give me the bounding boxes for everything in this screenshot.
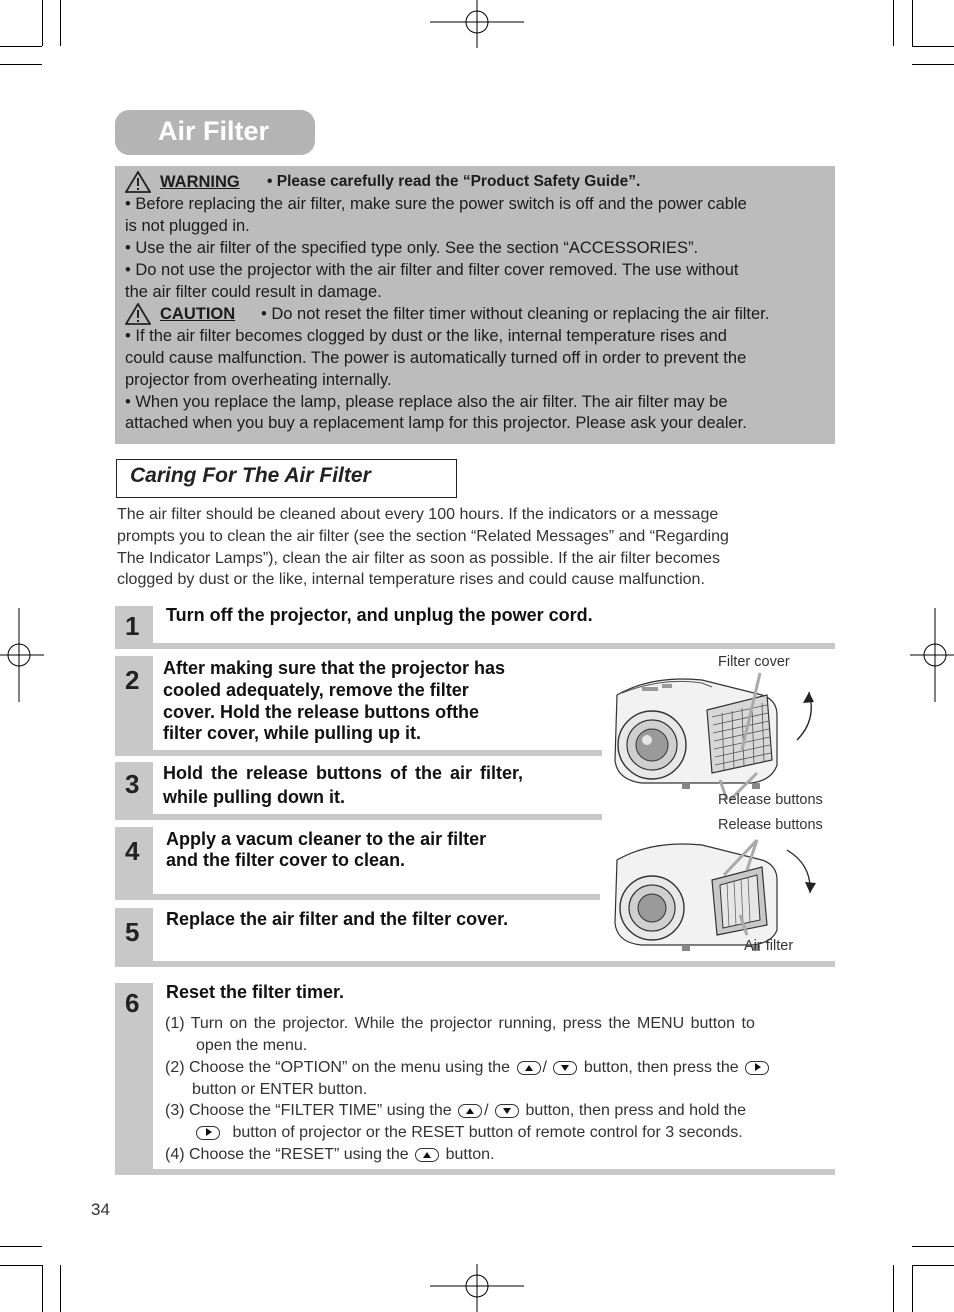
- warning-line: the air filter could result in damage.: [125, 283, 382, 301]
- step-3-text: Hold the release buttons of the air filter,: [163, 763, 524, 783]
- step-6-item-1-cont: open the menu.: [196, 1037, 308, 1054]
- step-6-item-4-text: button.: [445, 1146, 495, 1163]
- crop-mark: [912, 64, 954, 65]
- page-number: 34: [91, 1200, 110, 1219]
- crop-mark: [912, 0, 913, 46]
- crop-mark: [0, 1246, 42, 1247]
- step-6-item-2-text: (2) Choose the “OPTION” on the menu using the: [165, 1059, 511, 1076]
- step-2-text: cooled adequately, remove the filter: [163, 680, 469, 700]
- step-5-text: Replace the air filter and the filter cover.: [166, 909, 509, 929]
- crop-mark: [912, 46, 954, 47]
- filter-cover-label: Filter cover: [718, 654, 790, 670]
- up-button-icon: [415, 1148, 439, 1162]
- crop-mark: [42, 1265, 43, 1312]
- down-button-icon: [495, 1104, 519, 1118]
- step-6-number-block: [115, 983, 153, 1175]
- step-divider: [115, 814, 602, 820]
- caution-heading: • Do not reset the filter timer without cleaning or replacing the air filter.: [261, 305, 770, 323]
- right-button-icon: [196, 1126, 220, 1140]
- intro-line: The Indicator Lamps”), clean the air filter as soon as possible. If the air filter becomes: [117, 550, 720, 567]
- step-6-item-3-cont: [194, 1122, 743, 1144]
- up-button-icon: [458, 1104, 482, 1118]
- step-6-item-2: [165, 1057, 771, 1079]
- step-4-text: and the filter cover to clean.: [166, 850, 406, 870]
- crop-mark: [0, 64, 42, 65]
- step-6-item-2-cont: button or ENTER button.: [192, 1081, 368, 1098]
- step-3-text: while pulling down it.: [163, 787, 345, 807]
- step-6-item-4-text: (4) Choose the “RESET” using the: [165, 1146, 409, 1163]
- step-number: 5: [125, 917, 140, 947]
- step-number: 6: [125, 988, 140, 1018]
- warning-box: [115, 166, 835, 444]
- page-title-banner: [115, 110, 315, 155]
- crop-mark: [60, 1265, 61, 1312]
- step-divider: [115, 961, 835, 967]
- step-4-text: Apply a vacum cleaner to the air filter: [166, 829, 487, 849]
- intro-line: clogged by dust or the like, internal temperature rises and could cause malfunction.: [117, 571, 705, 588]
- intro-line: prompts you to clean the air filter (see the section “Related Messages” and “Regarding: [117, 528, 729, 545]
- crop-mark: [893, 0, 894, 46]
- crop-mark: [0, 46, 42, 47]
- release-buttons-label: Release buttons: [718, 817, 823, 833]
- registration-mark-right: [910, 608, 954, 702]
- air-filter-label: Air filter: [744, 938, 794, 954]
- caution-line: projector from overheating internally.: [125, 371, 392, 389]
- warning-icon: [125, 171, 151, 193]
- caution-line: • When you replace the lamp, please replace also the air filter. The air filter may be: [125, 393, 728, 411]
- release-buttons-label: Release buttons: [718, 792, 823, 808]
- section-title: Caring For The Air Filter: [130, 464, 371, 487]
- page-title: Air Filter: [158, 116, 270, 146]
- warning-line: is not plugged in.: [125, 217, 250, 235]
- section-header: [116, 459, 457, 498]
- step-2-text: cover. Hold the release buttons ofthe: [163, 702, 480, 722]
- warning-heading: • Please carefully read the “Product Safety Guide”.: [267, 173, 641, 190]
- step-divider: [115, 1169, 835, 1175]
- step-5-number-block: [115, 908, 153, 967]
- step-divider: [115, 894, 600, 900]
- step-2-text: After making sure that the projector has: [163, 658, 506, 678]
- caution-line: could cause malfunction. The power is automatically turned off in order to prevent the: [125, 349, 747, 367]
- step-1-text: Turn off the projector, and unplug the power cord.: [166, 605, 593, 625]
- right-button-icon: [745, 1061, 769, 1075]
- step-4-number-block: [115, 827, 153, 900]
- registration-mark-left: [0, 608, 44, 702]
- warning-line: • Use the air filter of the specified type only. See the section “ACCESSORIES”.: [125, 239, 699, 257]
- warning-label: WARNING: [160, 173, 240, 191]
- crop-mark: [912, 1246, 954, 1247]
- step-number: 3: [125, 769, 140, 799]
- crop-mark: [893, 1265, 894, 1312]
- step-3-number-block: [115, 762, 153, 819]
- crop-mark: [42, 0, 43, 46]
- step-6-item-3-text: button, then press and hold the: [525, 1102, 747, 1119]
- caution-line: attached when you buy a replacement lamp for this projector. Please ask your dealer.: [125, 414, 747, 432]
- step-6-item-3: [165, 1100, 746, 1122]
- down-button-icon: [553, 1061, 577, 1075]
- step-2-text: filter cover, while pulling up it.: [163, 723, 422, 743]
- step-6-item-4: [165, 1144, 495, 1166]
- step-6-item-3-text: (3) Choose the “FILTER TIME” using the: [165, 1102, 452, 1119]
- projector-air-filter-illustration: [612, 835, 837, 955]
- crop-mark: [60, 0, 61, 46]
- step-6-text: Reset the filter timer.: [166, 982, 345, 1002]
- registration-mark-bottom: [430, 1264, 524, 1312]
- caution-line: • If the air filter becomes clogged by dust or the like, internal temperature rises and: [125, 327, 727, 345]
- crop-mark: [912, 1265, 954, 1266]
- crop-mark: [912, 1265, 913, 1312]
- warning-line: • Before replacing the air filter, make sure the power switch is off and the power cable: [125, 195, 747, 213]
- step-6-item-3-text: button of projector or the RESET button of remote control for 3 seconds.: [232, 1124, 743, 1141]
- step-6-item-1: (1) Turn on the projector. While the projector running, press the MENU button to: [165, 1015, 755, 1032]
- step-number: 4: [125, 836, 140, 866]
- registration-mark-top: [430, 0, 524, 48]
- up-button-icon: [517, 1061, 541, 1075]
- warning-line: • Do not use the projector with the air filter and filter cover removed. The use without: [125, 261, 739, 279]
- step-2-number-block: [115, 656, 153, 755]
- step-number: 2: [125, 665, 140, 695]
- slash: /: [484, 1102, 489, 1119]
- step-6-item-2-text: button, then press the: [583, 1059, 739, 1076]
- caution-label: CAUTION: [160, 305, 236, 323]
- step-number: 1: [125, 611, 140, 641]
- step-divider: [115, 643, 835, 649]
- crop-mark: [0, 1265, 42, 1266]
- intro-line: The air filter should be cleaned about every 100 hours. If the indicators or a message: [117, 506, 719, 523]
- slash: /: [542, 1059, 547, 1076]
- caution-icon: [125, 303, 151, 325]
- step-divider: [115, 750, 602, 756]
